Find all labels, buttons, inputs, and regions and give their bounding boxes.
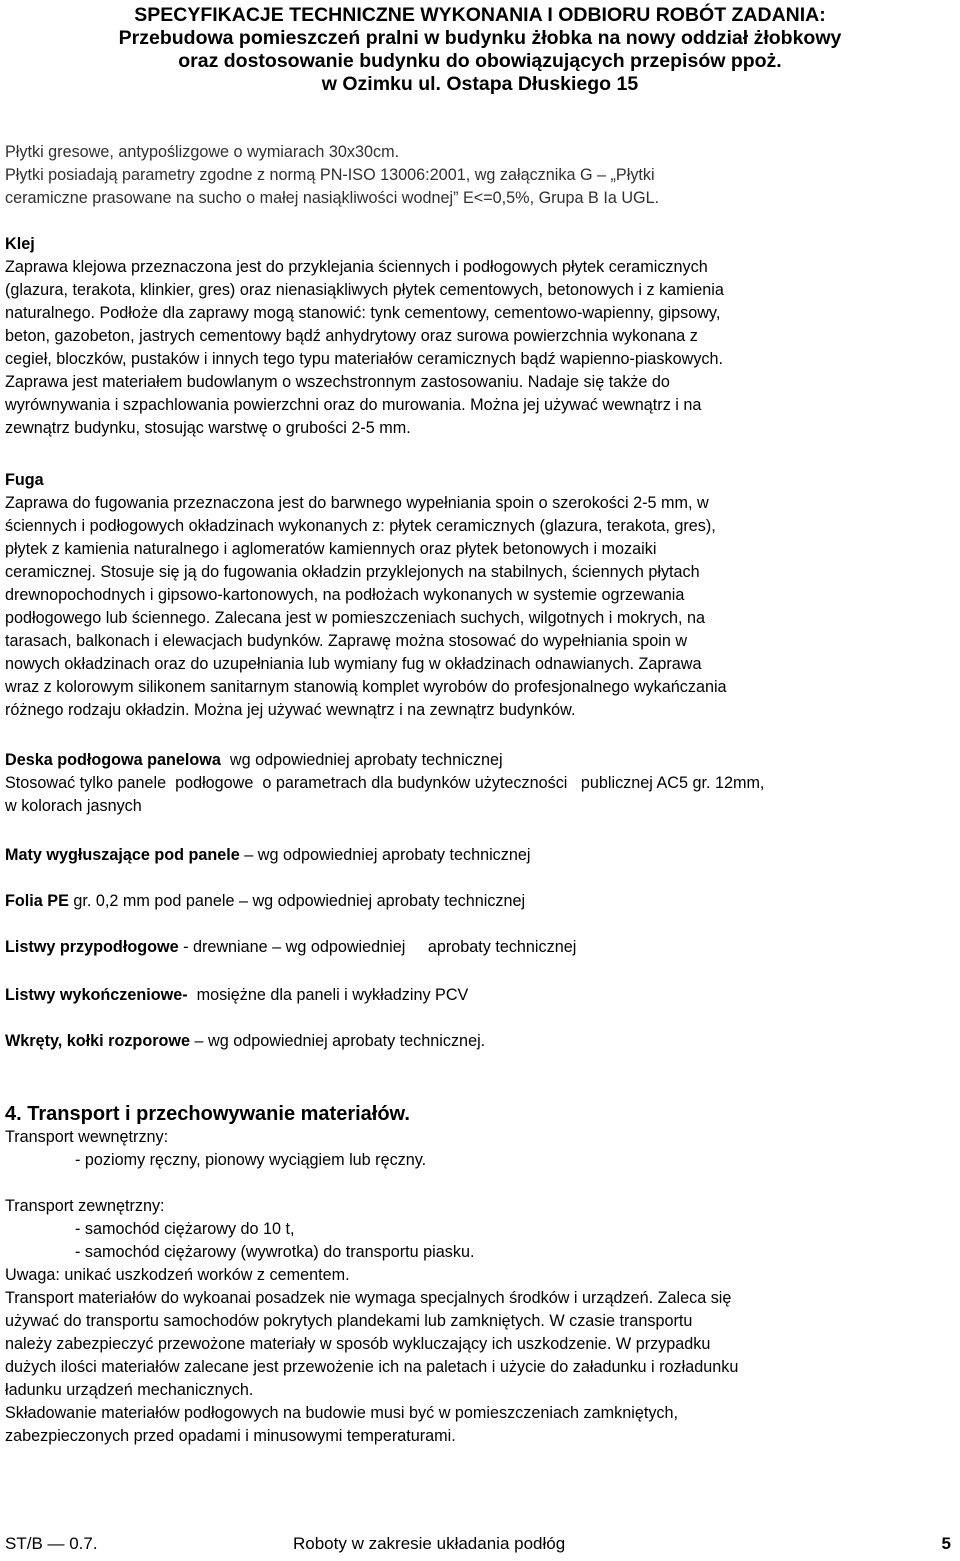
- tiles-line: Płytki gresowe, antypoślizgowe o wymiarach 30x30cm.: [5, 143, 400, 161]
- screws-title: Wkręty, kołki rozporowe: [5, 1032, 190, 1050]
- skirting-line: [5, 936, 955, 959]
- grout-section: [5, 469, 955, 722]
- transport-line: należy zabezpieczyć przewożone materiały w sposób wykluczający ich uszkodzenie. W przypadku: [5, 1335, 711, 1353]
- skirting-title: Listwy przypodłogowe: [5, 938, 179, 956]
- footer-title: Roboty w zakresie układania podłóg: [293, 1534, 566, 1553]
- grout-line: ściennych i podłogowych okładzinach wykonanych z: płytek ceramicznych (glazura, terakota, gres),: [5, 517, 716, 535]
- grout-line: nowych okładzinach oraz do uzupełniania lub wymiany fug w okładzinach odnawianych. Zaprawa: [5, 655, 702, 673]
- document-header: [5, 4, 955, 96]
- panel-floor-line: w kolorach jasnych: [5, 797, 142, 815]
- adhesive-line: naturalnego. Podłoże dla zaprawy mogą stanowić: tynk cementowy, cementowo-wapienny, gipsowy,: [5, 304, 721, 322]
- foil-line: [5, 890, 955, 913]
- adhesive-line: beton, gazobeton, jastrych cementowy bądź anhydrytowy oraz surowa powierzchnia wykonana z: [5, 327, 698, 345]
- header-line-1: SPECYFIKACJE TECHNICZNE WYKONANIA I ODBIORU ROBÓT ZADANIA:: [134, 4, 826, 26]
- panel-floor-section: [5, 749, 955, 818]
- external-transport-item: - samochód ciężarowy do 10 t,: [75, 1220, 295, 1238]
- tiles-line: Płytki posiadają parametry zgodne z normą PN-ISO 13006:2001, wg załącznika G – „Płytki: [5, 166, 655, 184]
- panel-floor-line: Stosować tylko panele podłogowe o parametrach dla budynków użyteczności publicznej AC5 gr. 12mm,: [5, 774, 765, 792]
- transport-line: zabezpieczonych przed opadami i minusowymi temperaturami.: [5, 1427, 456, 1445]
- adhesive-line: zewnątrz budynku, stosując warstwę o grubości 2-5 mm.: [5, 419, 411, 437]
- adhesive-line: Zaprawa jest materiałem budowlanym o wszechstronnym zastosowaniu. Nadaje się także do: [5, 373, 670, 391]
- external-transport-label: Transport zewnętrzny:: [5, 1197, 165, 1215]
- adhesive-line: cegieł, bloczków, pustaków i innych tego typu materiałów ceramicznych bądź wapienno-piaskowych.: [5, 350, 724, 368]
- foil-title: Folia PE: [5, 892, 69, 910]
- mats-title: Maty wygłuszające pod panele: [5, 846, 240, 864]
- transport-line: Uwaga: unikać uszkodzeń worków z cementem.: [5, 1266, 350, 1284]
- adhesive-line: Zaprawa klejowa przeznaczona jest do przyklejania ściennych i podłogowych płytek ceramicznych: [5, 258, 708, 276]
- adhesive-section: [5, 233, 955, 440]
- transport-line: Transport materiałów do wykoanai posadzek nie wymaga specjalnych środków i urządzeń. Zaleca się: [5, 1289, 732, 1307]
- foil-desc: gr. 0,2 mm pod panele – wg odpowiedniej aprobaty technicznej: [68, 892, 526, 910]
- grout-line: wraz z kolorowym silikonem sanitarnym stanowią komplet wyrobów do profesjonalnego wykańczania: [5, 678, 727, 696]
- transport-line: używać do transportu samochodów pokrytych plandekami lub zamkniętych. W czasie transportu: [5, 1312, 693, 1330]
- header-line-2: Przebudowa pomieszczeń pralni w budynku żłobka na nowy oddział żłobkowy: [118, 27, 842, 49]
- tiles-section: [5, 141, 955, 210]
- external-transport-item: - samochód ciężarowy (wywrotka) do transportu piasku.: [75, 1243, 475, 1261]
- document-page: [5, 0, 955, 1445]
- adhesive-title: Klej: [5, 235, 35, 253]
- grout-title: Fuga: [5, 471, 44, 489]
- mats-line: [5, 844, 955, 867]
- grout-line: podłogowego lub ściennego. Zalecana jest w pomieszczeniach suchych, wilgotnych i mokrych, na: [5, 609, 706, 627]
- finishing-strip-line: [5, 984, 955, 1007]
- grout-line: różnego rodzaju okładzin. Można jej używać wewnątrz i na zewnątrz budynków.: [5, 701, 576, 719]
- screws-line: [5, 1030, 955, 1053]
- finishing-strip-desc: mosiężne dla paneli i wykładziny PCV: [187, 986, 469, 1004]
- header-line-3: oraz dostosowanie budynku do obowiązujących przepisów ppoż.: [178, 50, 782, 72]
- grout-line: tarasach, balkonach i elewacjach budynków. Zaprawę można stosować do wypełniania spoin w: [5, 632, 688, 650]
- transport-line: dużych ilości materiałów zalecane jest przewożenie ich na paletach i użycie do załadunku i rozładunku: [5, 1358, 739, 1376]
- header-line-4: w Ozimku ul. Ostapa Dłuskiego 15: [321, 73, 639, 95]
- mats-desc: – wg odpowiedniej aprobaty technicznej: [239, 846, 531, 864]
- adhesive-line: wyrównywania i szpachlowania powierzchni oraz do murowania. Można jej używać wewnątrz i na: [5, 396, 702, 414]
- panel-floor-title: Deska podłogowa panelowa: [5, 751, 221, 769]
- grout-line: płytek z kamienia naturalnego i aglomeratów kamiennych oraz płytek betonowych i mozaiki: [5, 540, 657, 558]
- grout-line: Zaprawa do fugowania przeznaczona jest do barwnego wypełniania spoin o szerokości 2-5 mm, w: [5, 494, 709, 512]
- transport-line: ładunku urządzeń mechanicznych.: [5, 1381, 254, 1399]
- internal-transport-label: Transport wewnętrzny:: [5, 1128, 169, 1146]
- transport-heading: 4. Transport i przechowywanie materiałów.: [5, 1103, 410, 1125]
- transport-line: Składowanie materiałów podłogowych na budowie musi być w pomieszczeniach zamkniętych,: [5, 1404, 679, 1422]
- skirting-desc: - drewniane – wg odpowiedniej aprobaty technicznej: [178, 938, 577, 956]
- page-footer: [5, 1534, 955, 1558]
- transport-section: [5, 1102, 955, 1448]
- panel-floor-line: [5, 749, 955, 772]
- footer-code: ST/B — 0.7.: [5, 1534, 98, 1553]
- tiles-line: ceramiczne prasowane na sucho o małej nasiąkliwości wodnej” E<=0,5%, Grupa B Ia UGL.: [5, 189, 660, 207]
- grout-line: ceramicznej. Stosuje się ją do fugowania okładzin przyklejonych na stabilnych, ściennych płytach: [5, 563, 700, 581]
- grout-line: drewnopochodnych i gipsowo-kartonowych, na podłożach wykonanych w systemie ogrzewania: [5, 586, 685, 604]
- screws-desc: – wg odpowiedniej aprobaty technicznej.: [190, 1032, 486, 1050]
- internal-transport-item: - poziomy ręczny, pionowy wyciągiem lub ręczny.: [75, 1151, 427, 1169]
- page-number: 5: [941, 1534, 951, 1553]
- finishing-strip-title: Listwy wykończeniowe-: [5, 986, 188, 1004]
- panel-floor-approval: wg odpowiedniej aprobaty technicznej: [220, 751, 503, 769]
- adhesive-line: (glazura, terakota, klinkier, gres) oraz nienasiąkliwych płytek cementowych, betonowych i z kamienia: [5, 281, 724, 299]
